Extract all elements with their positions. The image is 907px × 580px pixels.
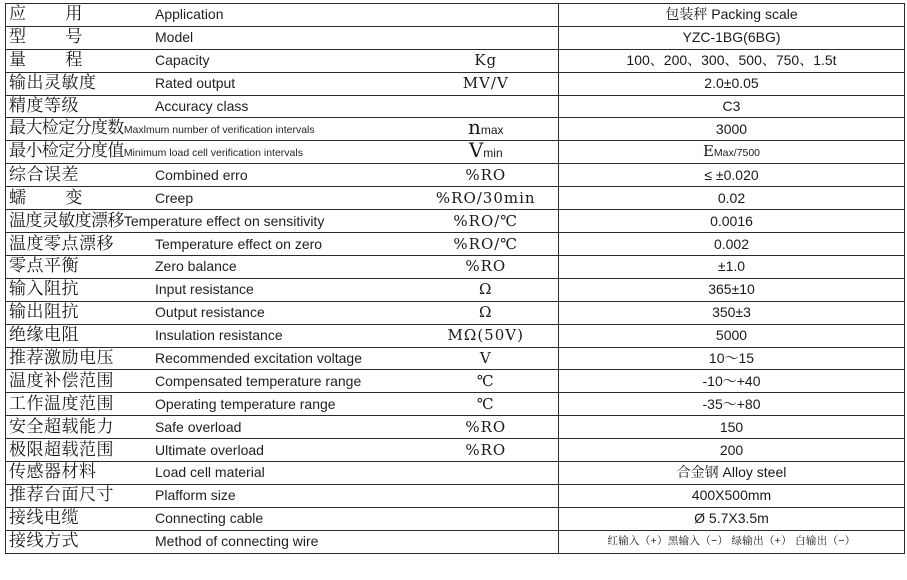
spec-value-cell (559, 26, 905, 49)
spec-unit: %RO/30min (435, 188, 536, 207)
spec-label-en: Output resistance (155, 304, 265, 321)
spec-value-cell (559, 324, 905, 347)
spec-label-en: Combined erro (155, 166, 248, 183)
spec-label-en: Insulation resistance (155, 327, 283, 344)
spec-value: 2.0±0.05 (704, 75, 759, 92)
spec-row (6, 301, 905, 324)
spec-unit-cell (414, 416, 559, 439)
spec-unit-subscript: max (480, 123, 504, 138)
spec-unit: ℃ (476, 371, 495, 390)
spec-value-cell (559, 416, 905, 439)
spec-value: ≤ ±0.020 (704, 166, 759, 183)
spec-value-cell (559, 233, 905, 256)
spec-label-en: Load cell material (155, 464, 265, 481)
spec-value-cell (559, 49, 905, 72)
spec-label-cell (6, 187, 414, 210)
spec-label-en: Application (155, 6, 224, 23)
spec-label-zh: 推荐台面尺寸 (9, 485, 114, 506)
spec-value-cell (559, 72, 905, 95)
spec-label-en: Method of connecting wire (155, 533, 319, 550)
spec-unit: %RO (465, 165, 507, 184)
spec-row (6, 370, 905, 393)
spec-label-zh: 综合误差 (9, 164, 79, 185)
spec-unit-cell (414, 370, 559, 393)
spec-value-cell (559, 210, 905, 233)
spec-value: C3 (722, 98, 741, 114)
spec-label-zh: 零点平衡 (9, 256, 79, 277)
spec-label-zh: 量 程 (9, 50, 100, 71)
spec-label-en: Maxlmum number of verification intervals (123, 123, 315, 136)
spec-label-cell (6, 507, 414, 530)
spec-value-subscript: Max/7500 (713, 146, 761, 159)
spec-label-zh: 最大检定分度数 (9, 117, 124, 138)
spec-row (6, 118, 905, 141)
spec-label-zh: 绝缘电阻 (9, 325, 79, 346)
spec-value-cell (559, 95, 905, 118)
spec-unit-cell (414, 95, 559, 118)
spec-unit-cell (414, 26, 559, 49)
spec-label-cell (6, 72, 414, 95)
spec-label-cell (6, 416, 414, 439)
spec-row (6, 256, 905, 279)
spec-unit: Ω (479, 303, 493, 322)
spec-label-en: Temperature effect on sensitivity (123, 212, 325, 229)
spec-label-en: Minimum load cell verification intervals (123, 146, 303, 159)
spec-label-cell (6, 347, 414, 370)
spec-value: 100、200、300、500、750、1.5t (626, 52, 837, 69)
spec-label-zh: 极限超载范围 (9, 439, 114, 460)
spec-label-en: Ultimate overload (155, 441, 264, 458)
spec-value-cell (559, 530, 905, 553)
spec-label-en: Operating temperature range (155, 395, 336, 412)
spec-label-zh: 安全超载能力 (9, 416, 114, 437)
spec-value: 150 (719, 418, 744, 435)
spec-label-cell (6, 439, 414, 462)
spec-value: 红输入（+）黑输入（−） 绿输出（+） 白输出（−） (607, 535, 856, 548)
spec-label-en: Temperature effect on zero (155, 235, 323, 252)
spec-label-cell (6, 141, 414, 164)
spec-unit: %RO/℃ (453, 211, 519, 230)
spec-value: 350±3 (712, 304, 751, 321)
spec-label-en: Model (155, 29, 194, 46)
spec-unit-cell (414, 4, 559, 27)
spec-unit-symbol: n (467, 117, 481, 140)
spec-unit-cell (414, 484, 559, 507)
spec-label-en: Accuracy class (155, 98, 249, 114)
spec-label-en: Zero balance (155, 258, 237, 275)
spec-label-en: Safe overload (155, 418, 242, 435)
spec-value-cell (559, 439, 905, 462)
spec-unit-cell (414, 118, 559, 141)
spec-row (6, 507, 905, 530)
spec-label-zh: 接线电缆 (9, 508, 79, 529)
spec-label-zh: 输出阻抗 (9, 302, 79, 323)
spec-label-cell (6, 301, 414, 324)
spec-label-cell (6, 256, 414, 279)
spec-value-cell (559, 370, 905, 393)
spec-label-zh: 传感器材料 (9, 462, 97, 483)
spec-unit: %RO/℃ (453, 234, 519, 253)
spec-label-cell (6, 118, 414, 141)
spec-row (6, 187, 905, 210)
spec-label-cell (6, 484, 414, 507)
spec-label-zh: 温度灵敏度漂移 (9, 210, 124, 231)
spec-unit: ℃ (476, 394, 495, 413)
spec-label-cell (6, 164, 414, 187)
spec-row (6, 393, 905, 416)
spec-row (6, 210, 905, 233)
spec-label-en: Connecting cable (155, 510, 264, 527)
spec-unit: Kg (474, 51, 498, 70)
spec-label-zh: 工作温度范围 (9, 393, 114, 414)
spec-label-cell (6, 530, 414, 553)
spec-unit-cell (414, 278, 559, 301)
spec-row (6, 233, 905, 256)
spec-value: 200 (719, 441, 744, 458)
spec-unit-cell (414, 164, 559, 187)
spec-label-cell (6, 462, 414, 485)
spec-label-zh: 温度补偿范围 (9, 370, 114, 391)
spec-row (6, 416, 905, 439)
spec-unit: %RO (465, 257, 507, 276)
spec-unit: MΩ(50V) (447, 326, 524, 345)
spec-value-cell (559, 507, 905, 530)
spec-value-symbol: E (702, 141, 714, 160)
spec-label-zh: 输入阻抗 (9, 279, 79, 300)
spec-value: 0.002 (713, 235, 750, 252)
spec-unit-symbol: V (468, 140, 484, 163)
spec-table (5, 3, 905, 554)
spec-value: 365±10 (708, 281, 755, 298)
spec-value: 0.0016 (710, 212, 753, 229)
spec-unit-cell (414, 187, 559, 210)
spec-label-cell (6, 233, 414, 256)
spec-label-zh: 接线方式 (9, 531, 79, 552)
spec-value: YZC-1BG(6BG) (682, 29, 781, 46)
spec-value-cell (559, 141, 905, 164)
spec-value: ±1.0 (717, 258, 746, 275)
spec-value: 400X500mm (691, 487, 772, 504)
spec-label-cell (6, 370, 414, 393)
spec-unit-cell (414, 507, 559, 530)
spec-label-cell (6, 26, 414, 49)
spec-unit: %RO (465, 440, 507, 459)
spec-label-en: Compensated temperature range (155, 372, 362, 389)
spec-unit-cell (414, 233, 559, 256)
spec-row (6, 49, 905, 72)
spec-row (6, 347, 905, 370)
spec-row (6, 484, 905, 507)
spec-label-en: Creep (155, 189, 194, 206)
spec-label-en: Rated output (155, 75, 236, 92)
spec-value-cell (559, 187, 905, 210)
spec-value-cell (559, 256, 905, 279)
spec-label-zh: 输出灵敏度 (9, 73, 97, 94)
spec-label-en: Plafform size (155, 487, 236, 504)
spec-value: 包装秤 Packing scale (665, 6, 798, 23)
spec-value: 0.02 (717, 189, 746, 206)
spec-label-zh: 应 用 (9, 4, 100, 25)
spec-unit-cell (414, 301, 559, 324)
spec-label-zh: 精度等级 (9, 96, 79, 116)
spec-unit: MV/V (462, 74, 509, 93)
spec-label-zh: 推荐激励电压 (9, 348, 114, 369)
spec-unit-subscript: min (483, 146, 503, 161)
spec-row (6, 324, 905, 347)
spec-unit-cell (414, 141, 559, 164)
spec-unit-cell (414, 393, 559, 416)
spec-unit: Ω (479, 280, 493, 299)
spec-label-zh: 型 号 (9, 27, 100, 48)
spec-value: 3000 (715, 120, 748, 137)
spec-value-cell (559, 164, 905, 187)
spec-row (6, 72, 905, 95)
spec-label-en: Capacity (155, 52, 210, 69)
spec-label-cell (6, 393, 414, 416)
spec-value-cell (559, 462, 905, 485)
spec-row (6, 462, 905, 485)
spec-label-zh: 蠕 变 (9, 187, 100, 208)
spec-label-cell (6, 278, 414, 301)
spec-label-zh: 最小检定分度值 (9, 140, 124, 161)
spec-unit-cell (414, 49, 559, 72)
spec-row (6, 26, 905, 49)
spec-value-cell (559, 347, 905, 370)
spec-unit: V (479, 349, 492, 368)
spec-label-cell (6, 4, 414, 27)
spec-value-cell (559, 484, 905, 507)
spec-value: 10～15 (708, 350, 755, 367)
spec-unit-cell (414, 72, 559, 95)
spec-unit: %RO (465, 417, 507, 436)
spec-row (6, 278, 905, 301)
spec-row (6, 439, 905, 462)
spec-label-en: Input resistance (155, 281, 254, 298)
spec-row (6, 530, 905, 553)
spec-unit-cell (414, 347, 559, 370)
spec-row (6, 164, 905, 187)
spec-label-cell (6, 49, 414, 72)
spec-unit-cell (414, 530, 559, 553)
spec-label-en: Recommended excitation voltage (155, 350, 363, 367)
spec-value: -35～+80 (702, 395, 761, 412)
spec-value: Ø 5.7X3.5m (694, 510, 769, 527)
spec-row (6, 95, 905, 118)
spec-unit-cell (414, 439, 559, 462)
spec-value-cell (559, 278, 905, 301)
spec-label-cell (6, 210, 414, 233)
spec-value: 合金钢 Alloy steel (676, 464, 787, 481)
spec-value-cell (559, 301, 905, 324)
spec-value-cell (559, 4, 905, 27)
spec-unit-cell (414, 210, 559, 233)
spec-label-zh: 温度零点漂移 (9, 233, 114, 254)
spec-value: 5000 (715, 327, 748, 344)
spec-unit-cell (414, 256, 559, 279)
spec-value: -10～+40 (702, 372, 761, 389)
spec-label-cell (6, 95, 414, 118)
spec-label-cell (6, 324, 414, 347)
spec-unit-cell (414, 462, 559, 485)
spec-row (6, 4, 905, 27)
spec-value-cell (559, 393, 905, 416)
spec-row (6, 141, 905, 164)
spec-value-cell (559, 118, 905, 141)
spec-unit-cell (414, 324, 559, 347)
